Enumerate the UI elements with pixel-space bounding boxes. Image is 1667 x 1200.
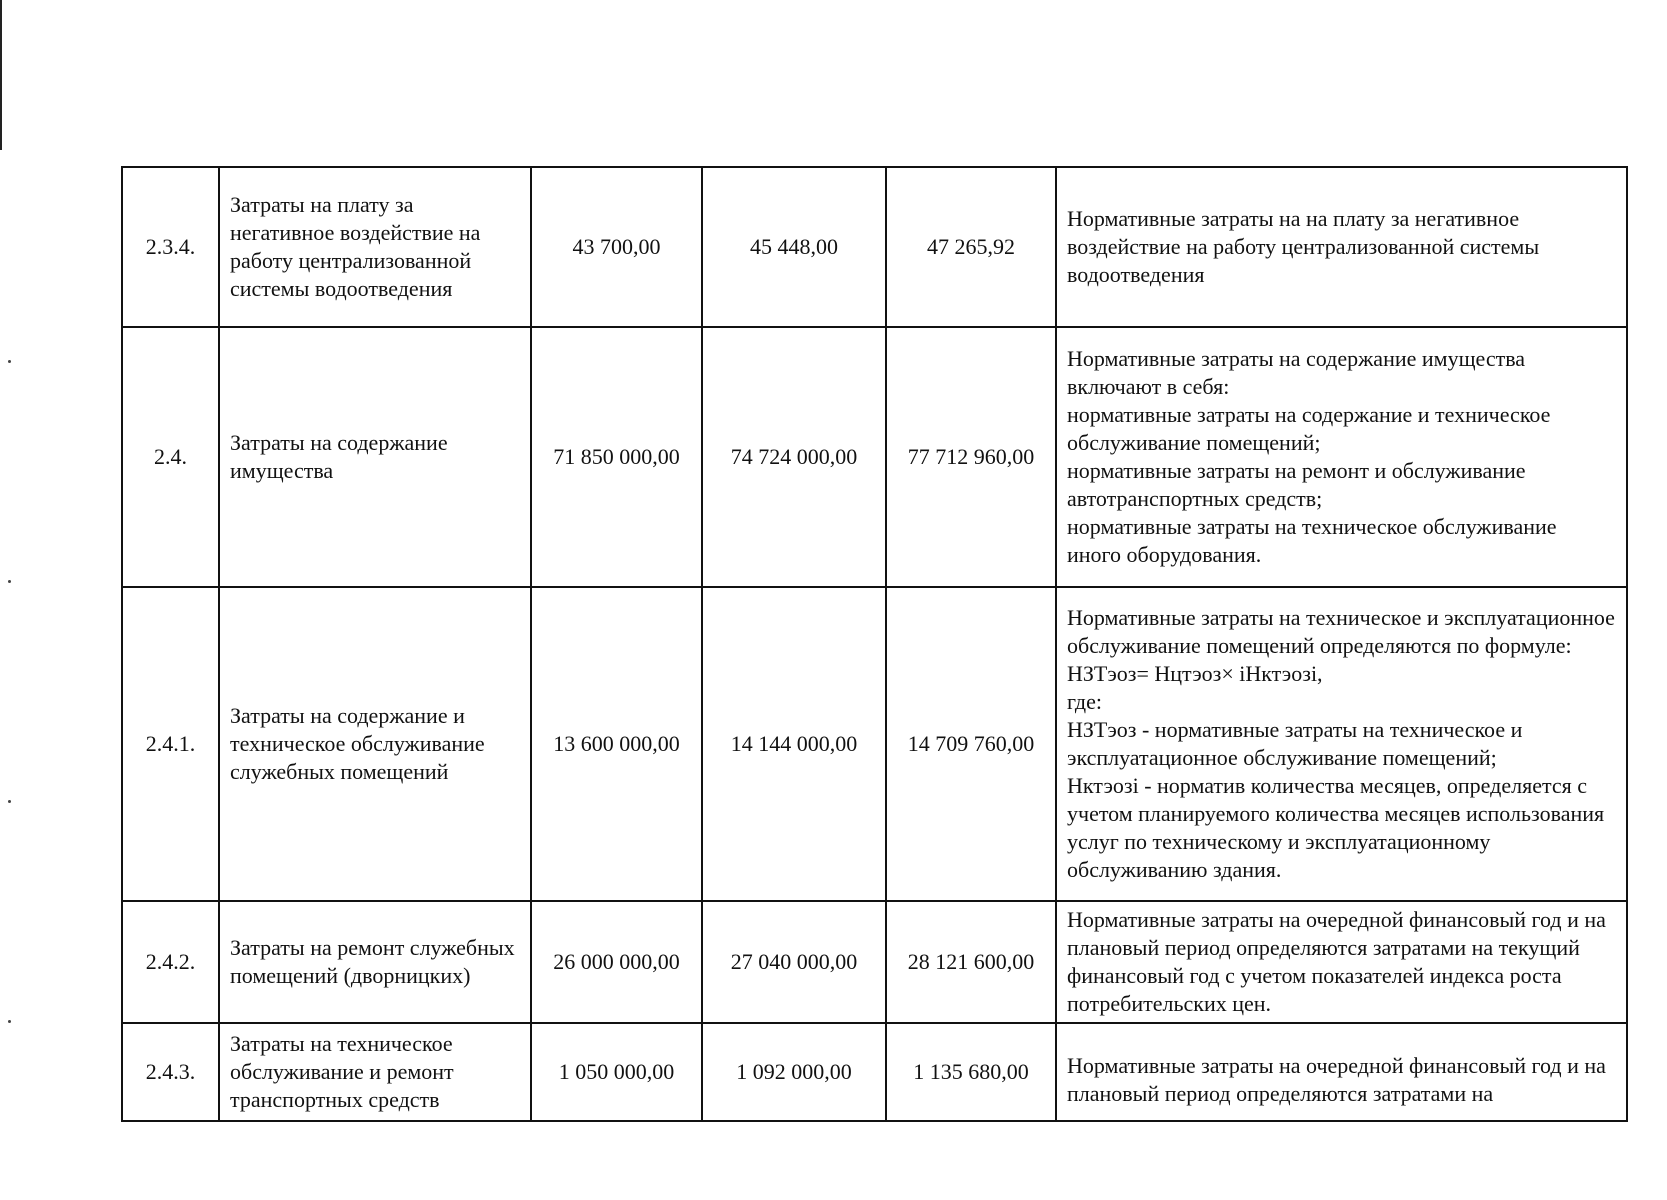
table-row bbox=[122, 901, 1627, 1023]
row-value-year-2: 45 448,00 bbox=[702, 167, 886, 327]
description-line: нормативные затраты на техническое обслуживание иного оборудования. bbox=[1067, 514, 1557, 567]
scan-speck bbox=[8, 580, 11, 583]
row-number: 2.4.2. bbox=[122, 901, 219, 1023]
description-line: Нормативные затраты на очередной финансовый год и на плановый период определяются затратами на текущий финансовый год с учетом показателей индекса роста потребительских цен. bbox=[1067, 907, 1606, 1016]
row-value-year-3: 47 265,92 bbox=[886, 167, 1056, 327]
row-value-year-1: 13 600 000,00 bbox=[531, 587, 702, 901]
description-line: где: bbox=[1067, 689, 1102, 714]
row-name: Затраты на плату за негативное воздействие на работу централизованной системы водоотведения bbox=[219, 167, 531, 327]
row-description bbox=[1056, 1023, 1627, 1121]
budget-table bbox=[121, 166, 1628, 1122]
row-description bbox=[1056, 901, 1627, 1023]
description-line: Нормативные затраты на содержание имущества включают в себя: bbox=[1067, 346, 1526, 399]
row-number: 2.3.4. bbox=[122, 167, 219, 327]
description-line: Нормативные затраты на очередной финансовый год и на плановый период определяются затратами на bbox=[1067, 1053, 1606, 1106]
table-row bbox=[122, 1023, 1627, 1121]
row-value-year-2: 1 092 000,00 bbox=[702, 1023, 886, 1121]
row-value-year-1: 26 000 000,00 bbox=[531, 901, 702, 1023]
description-line: Нормативные затраты на на плату за негативное воздействие на работу централизованной системы водоотведения bbox=[1067, 206, 1540, 287]
row-value-year-3: 28 121 600,00 bbox=[886, 901, 1056, 1023]
row-value-year-2: 14 144 000,00 bbox=[702, 587, 886, 901]
description-line: Нктэозi - норматив количества месяцев, определяется с учетом планируемого количества месяцев использования услуг по техническому и эксплуатационному обслуживанию здания. bbox=[1067, 773, 1605, 882]
row-value-year-1: 43 700,00 bbox=[531, 167, 702, 327]
table-row bbox=[122, 587, 1627, 901]
row-value-year-3: 1 135 680,00 bbox=[886, 1023, 1056, 1121]
row-name: Затраты на техническое обслуживание и ремонт транспортных средств bbox=[219, 1023, 531, 1121]
row-value-year-1: 1 050 000,00 bbox=[531, 1023, 702, 1121]
table-row bbox=[122, 327, 1627, 587]
row-description bbox=[1056, 327, 1627, 587]
row-name: Затраты на содержание и техническое обслуживание служебных помещений bbox=[219, 587, 531, 901]
row-number: 2.4. bbox=[122, 327, 219, 587]
row-value-year-3: 77 712 960,00 bbox=[886, 327, 1056, 587]
description-line: НЗТэоз - нормативные затраты на техническое и эксплуатационное обслуживание помещений; bbox=[1067, 717, 1523, 770]
table-row bbox=[122, 167, 1627, 327]
row-description bbox=[1056, 167, 1627, 327]
description-line: НЗТэоз= Нцтэоз× iНктэозi, bbox=[1067, 661, 1323, 686]
row-value-year-3: 14 709 760,00 bbox=[886, 587, 1056, 901]
row-number: 2.4.3. bbox=[122, 1023, 219, 1121]
scan-speck bbox=[8, 800, 11, 803]
scan-speck bbox=[8, 1020, 11, 1023]
row-value-year-1: 71 850 000,00 bbox=[531, 327, 702, 587]
row-name: Затраты на ремонт служебных помещений (дворницких) bbox=[219, 901, 531, 1023]
scan-edge-mark bbox=[0, 0, 2, 150]
row-description bbox=[1056, 587, 1627, 901]
row-value-year-2: 27 040 000,00 bbox=[702, 901, 886, 1023]
scan-speck bbox=[8, 360, 11, 363]
description-line: нормативные затраты на ремонт и обслуживание автотранспортных средств; bbox=[1067, 458, 1526, 511]
row-name: Затраты на содержание имущества bbox=[219, 327, 531, 587]
description-line: Нормативные затраты на техническое и эксплуатационное обслуживание помещений определяются по формуле: bbox=[1067, 605, 1615, 658]
row-value-year-2: 74 724 000,00 bbox=[702, 327, 886, 587]
description-line: нормативные затраты на содержание и техническое обслуживание помещений; bbox=[1067, 402, 1551, 455]
row-number: 2.4.1. bbox=[122, 587, 219, 901]
